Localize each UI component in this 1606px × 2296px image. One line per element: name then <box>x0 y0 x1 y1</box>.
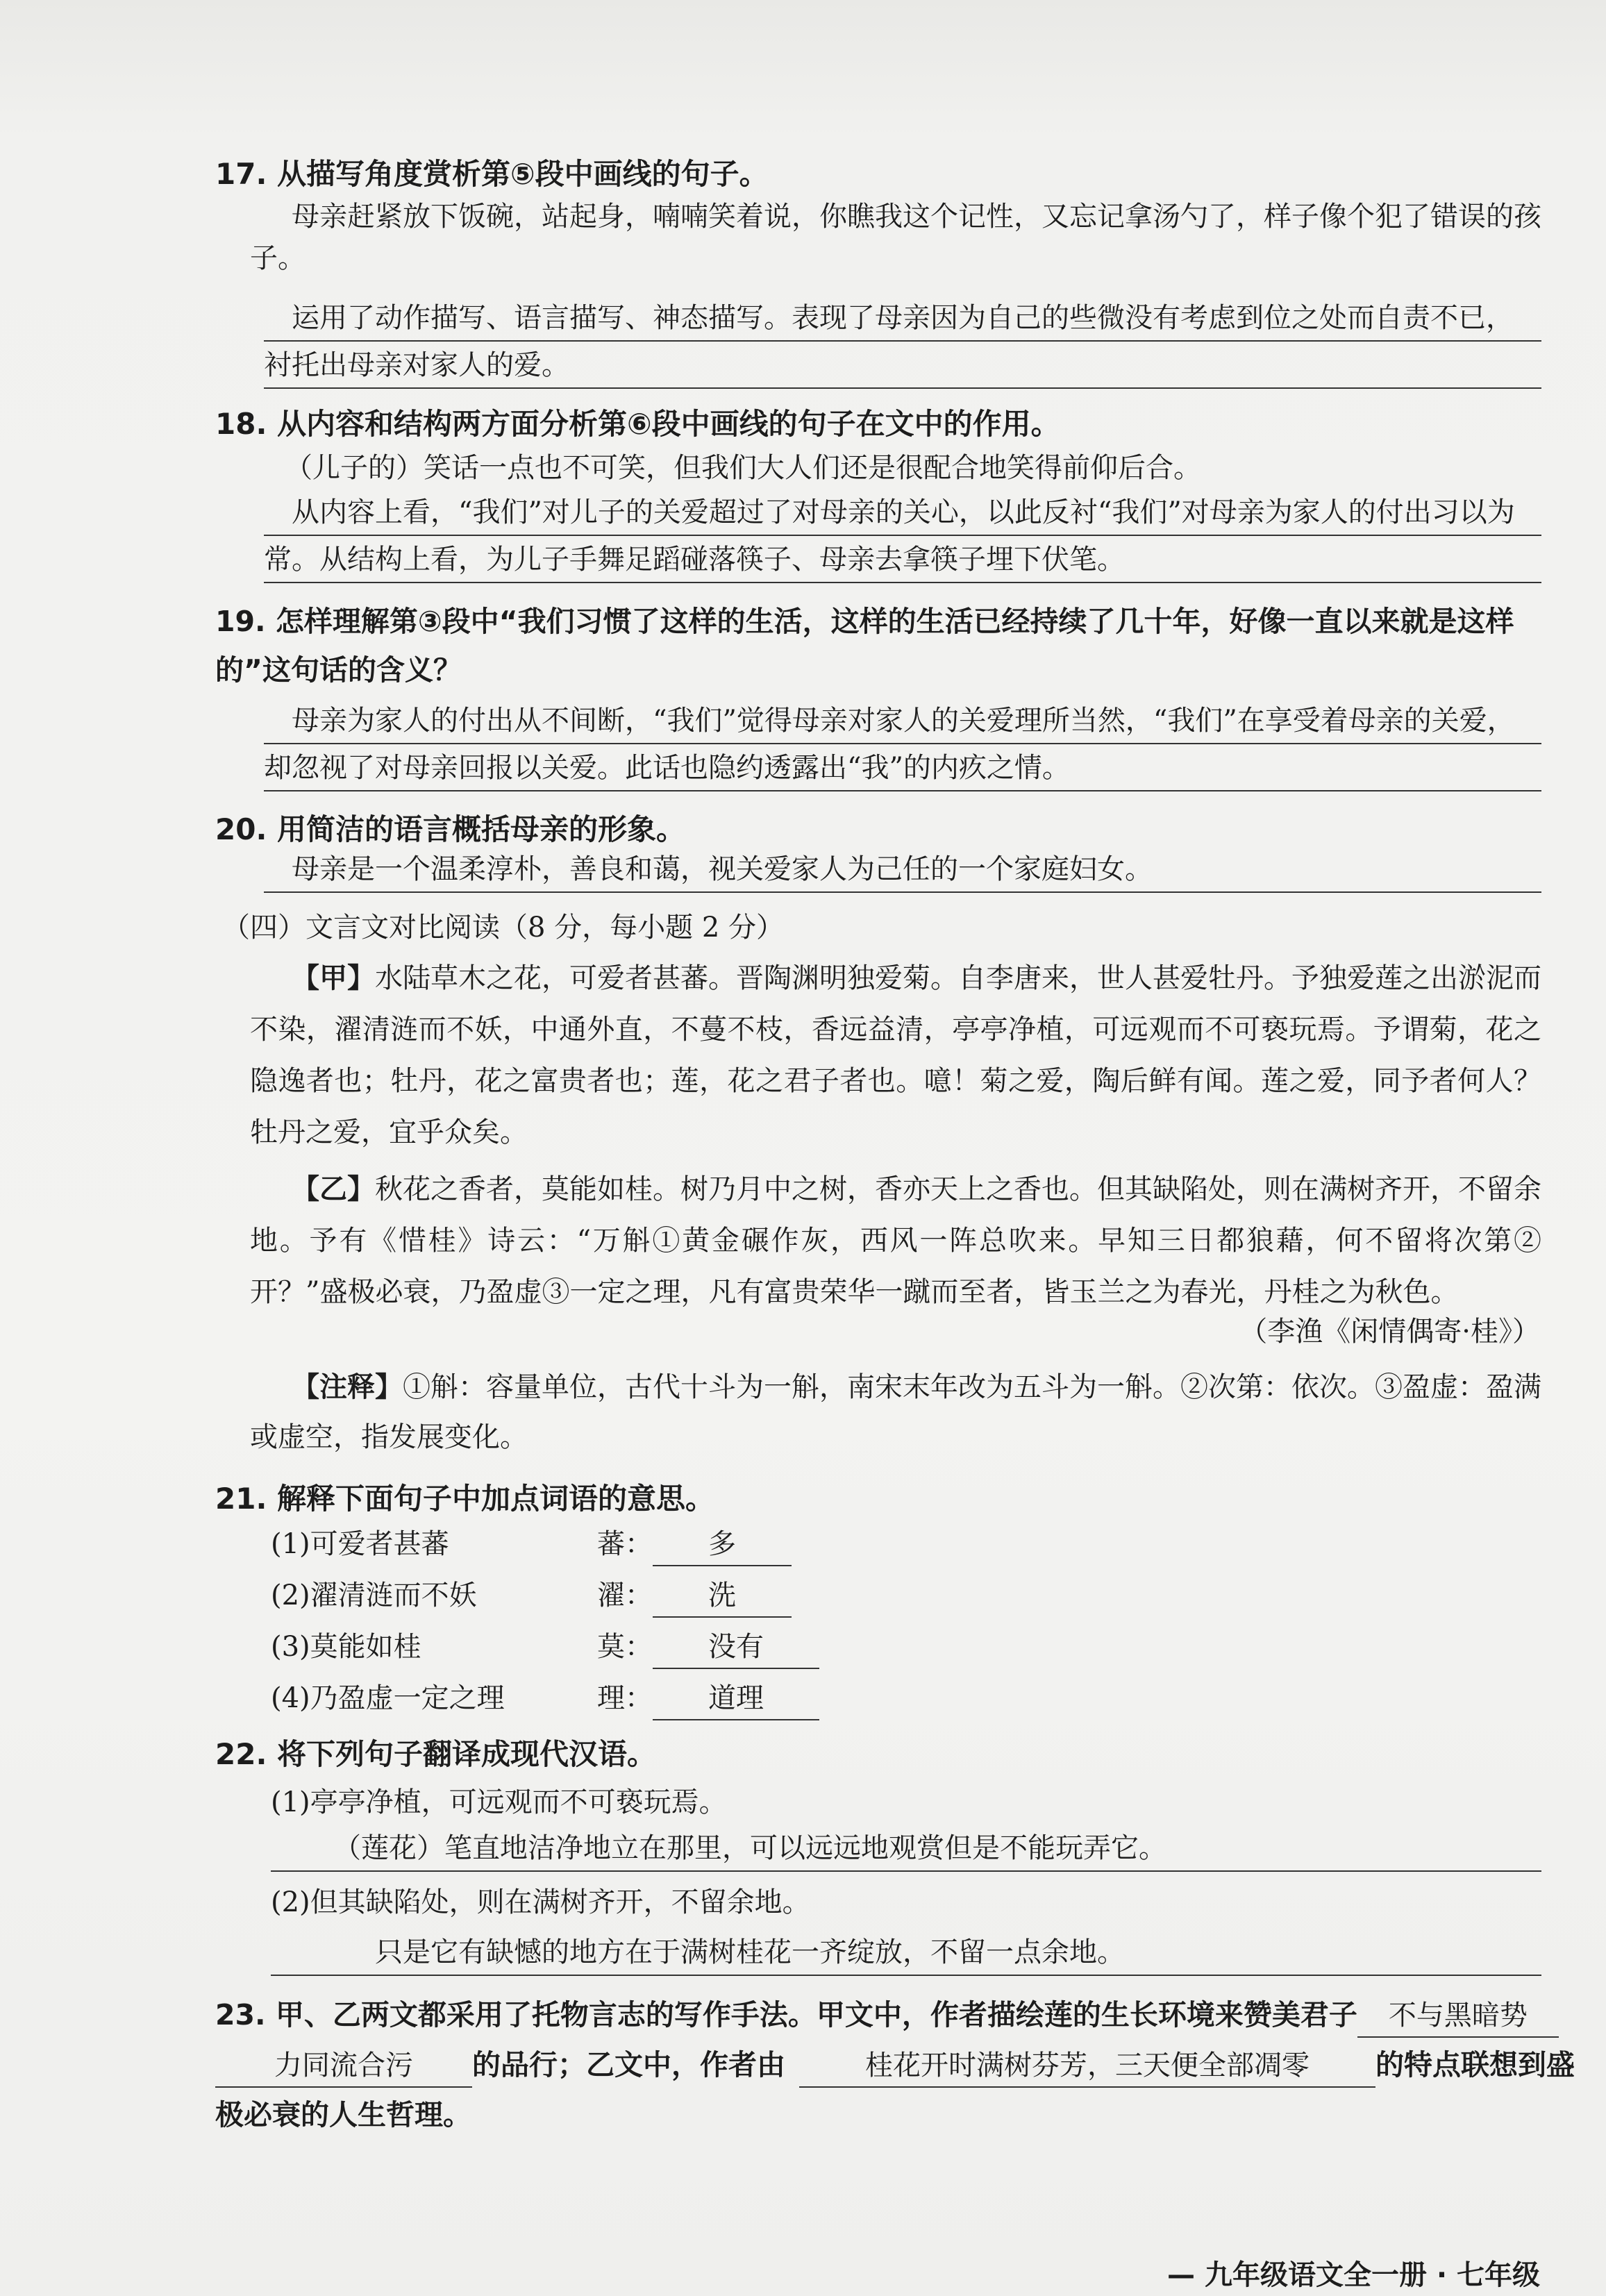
q22-title: 22. 将下列句子翻译成现代汉语。 <box>215 1737 657 1771</box>
q19-answer-line-2: 却忽视了对母亲回报以关爱。此话也隐约透露出“我”的内疚之情。 <box>264 748 1541 791</box>
q22-answer-line-2: 只是它有缺憾的地方在于满树桂花一齐绽放，不留一点余地。 <box>271 1933 1541 1976</box>
q18-title: 18. 从内容和结构两方面分析第⑥段中画线的句子在文中的作用。 <box>215 407 1060 441</box>
q17-answer-line-2: 衬托出母亲对家人的爱。 <box>264 346 1541 389</box>
q23-blank-1b: 力同流合污 <box>215 2045 472 2088</box>
passage-yi <box>250 1164 1541 1318</box>
q21-title: 21. 解释下面句子中加点词语的意思。 <box>215 1482 715 1516</box>
q21-item-sentence: (1)可爱者甚蕃 <box>271 1528 449 1560</box>
q21-item-word: 蕃： <box>597 1528 653 1560</box>
q23-line-2 <box>215 2044 1575 2088</box>
q21-item-word: 濯： <box>597 1579 653 1611</box>
q22-sentence-1: (1)亭亭净植，可远观而不可亵玩焉。 <box>271 1786 727 1818</box>
q23-line-3 <box>215 2094 471 2136</box>
q21-item-2 <box>271 1575 792 1618</box>
passage-jia <box>250 953 1541 1158</box>
q21-item-word: 理： <box>597 1682 653 1714</box>
page-footer: — 九年级语文全一册 · 七年级 <box>1167 2259 1540 2291</box>
q23-mid-text: 的品行；乙文中，作者由 <box>472 2048 785 2081</box>
passage-jia-tag: 【甲】 <box>292 962 375 994</box>
annotation-tag: 【注释】 <box>292 1371 403 1403</box>
q21-item-sentence: (2)濯清涟而不妖 <box>271 1579 477 1611</box>
q19-title: 19. 怎样理解第③段中“我们习惯了这样的生活，这样的生活已经持续了几十年，好像一直以来就是这样的”这句话的含义？ <box>215 605 1514 687</box>
q21-item-3 <box>271 1626 819 1669</box>
passage-yi-source: （李渔《闲情偶寄·桂》） <box>1239 1316 1540 1348</box>
q18-quote: （儿子的）笑话一点也不可笑，但我们大人们还是很配合地笑得前仰后合。 <box>285 452 1201 484</box>
annotation <box>250 1362 1541 1462</box>
q20-answer-line: 母亲是一个温柔淳朴，善良和蔼，视关爱家人为己任的一个家庭妇女。 <box>264 850 1541 893</box>
q22-sentence-2: (2)但其缺陷处，则在满树齐开，不留余地。 <box>271 1886 810 1918</box>
q21-item-4 <box>271 1677 819 1720</box>
q23-prompt: 23. 甲、乙两文都采用了托物言志的写作手法。甲文中，作者描绘莲的生长环境来赞美君子 <box>215 1998 1357 2031</box>
q18-answer-line-2: 常。从结构上看，为儿子手舞足蹈碰落筷子、母亲去拿筷子埋下伏笔。 <box>264 540 1541 583</box>
q21-item-answer: 洗 <box>653 1575 792 1618</box>
q17-quote: 母亲赶紧放下饭碗，站起身，喃喃笑着说，你瞧我这个记性，又忘记拿汤勺了，样子像个犯了错误的孩子。 <box>250 201 1541 274</box>
q17-answer-line-1: 运用了动作描写、语言描写、神态描写。表现了母亲因为自己的些微没有考虑到位之处而自责不已， <box>264 299 1541 342</box>
section4-title: （四）文言文对比阅读（8 分，每小题 2 分） <box>222 912 785 944</box>
q21-item-sentence: (3)莫能如桂 <box>271 1631 421 1663</box>
q19-answer-line-1: 母亲为家人的付出从不间断，“我们”觉得母亲对家人的关爱理所当然，“我们”在享受着母亲的关爱， <box>264 701 1541 744</box>
q23-end-text: 极必衰的人生哲理。 <box>215 2098 471 2131</box>
q23-post-text: 的特点联想到盛 <box>1375 2048 1575 2081</box>
passage-yi-tag: 【乙】 <box>292 1173 375 1205</box>
q17-title: 17. 从描写角度赏析第⑤段中画线的句子。 <box>215 157 769 191</box>
q23-blank-1a: 不与黑暗势 <box>1357 1995 1559 2038</box>
q21-item-word: 莫： <box>597 1631 653 1663</box>
q18-answer-line-1: 从内容上看，“我们”对儿子的关爱超过了对母亲的关心，以此反衬“我们”对母亲为家人的付出习以为 <box>264 493 1541 536</box>
q21-item-answer: 多 <box>653 1523 792 1566</box>
q21-item-answer: 道理 <box>653 1677 819 1720</box>
q21-item-answer: 没有 <box>653 1626 819 1669</box>
q23-line-1 <box>215 1994 1559 2038</box>
q20-title: 20. 用简洁的语言概括母亲的形象。 <box>215 812 686 846</box>
q23-blank-2: 桂花开时满树芬芳，三天便全部凋零 <box>799 2045 1375 2088</box>
q22-answer-line-1: （莲花）笔直地洁净地立在那里，可以远远地观赏但是不能玩弄它。 <box>271 1829 1541 1872</box>
passage-yi-text: 秋花之香者，莫能如桂。树乃月中之树，香亦天上之香也。但其缺陷处，则在满树齐开，不留余地。予有《惜桂》诗云：“万斛①黄金碾作灰，西风一阵总吹来。早知三日都狼藉，何不留将次第②开？”盛极必衰，乃盈虚③一定之理，凡有富贵荣华一蹴而至者，皆玉兰之为春光，丹桂之为秋色。 <box>250 1173 1541 1308</box>
q21-item-1 <box>271 1523 792 1566</box>
passage-jia-text: 水陆草木之花，可爱者甚蕃。晋陶渊明独爱菊。自李唐来，世人甚爱牡丹。予独爱莲之出淤泥而不染，濯清涟而不妖，中通外直，不蔓不枝，香远益清，亭亭净植，可远观而不可亵玩焉。予谓菊，花之隐逸者也；牡丹，花之富贵者也；莲，花之君子者也。噫！菊之爱，陶后鲜有闻。莲之爱，同予者何人？牡丹之爱，宜乎众矣。 <box>250 962 1541 1148</box>
annotation-text: ①斛：容量单位，古代十斗为一斛，南宋末年改为五斗为一斛。②次第：依次。③盈虚：盈满或虚空，指发展变化。 <box>250 1371 1541 1453</box>
q21-item-sentence: (4)乃盈虚一定之理 <box>271 1682 505 1714</box>
